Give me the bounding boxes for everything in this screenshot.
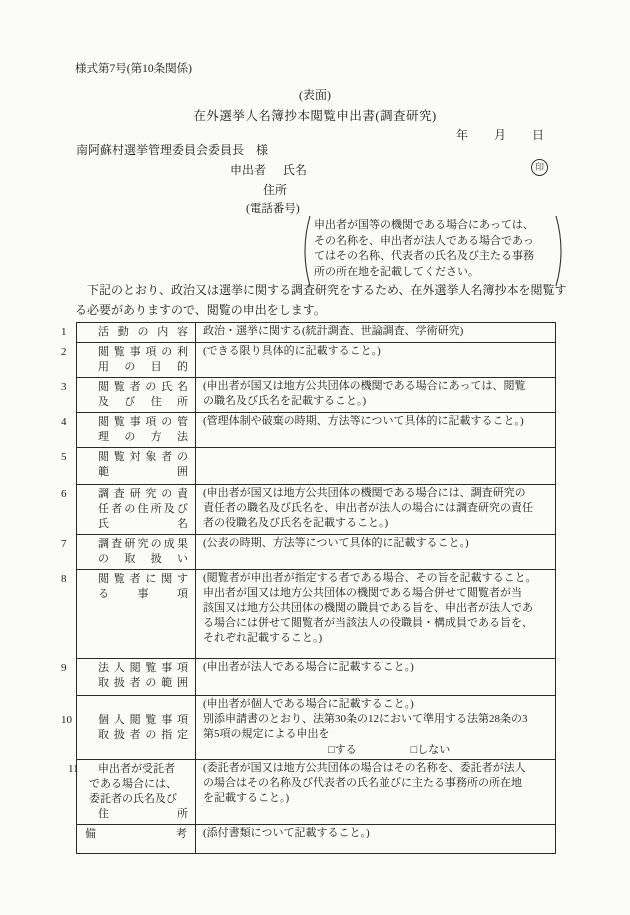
row-label-cell [61, 378, 196, 412]
row-label-line: 住 所 [98, 808, 188, 820]
row-content-line: (申出者が個人である場合に記載すること。) [203, 698, 414, 710]
row-number: 9 [61, 662, 67, 674]
intro-line: 下記のとおり、政治又は選挙に関する調査研究をするため、在外選挙人名簿抄本を閲覧す [75, 283, 567, 297]
note-line: 所の所在地を記載してください。 [314, 265, 479, 278]
row-label-line: 閲 覧 者 の 氏 名 3 [61, 381, 188, 393]
row-number: 7 [61, 538, 67, 550]
row-content-cell [196, 323, 555, 342]
row-label-line: である場合には、 [89, 778, 177, 790]
row-label-cell [61, 535, 196, 569]
row-label-cell [61, 413, 196, 447]
row-content-line: 政治・選挙に関する(統計調査、世論調査、学術研究) [203, 325, 464, 337]
row-number: 3 [61, 381, 67, 393]
seal-mark-icon: 印 [531, 159, 548, 176]
row-content-line: 別添申請書のとおり、法第30条の12において準用する法第28条の3 [203, 713, 528, 725]
row-number: 10 [61, 713, 72, 726]
intro-line: る必要がありますので、閲覧の申出をします。 [75, 303, 326, 317]
note-text [311, 214, 555, 288]
row-content-cell [196, 760, 555, 824]
row-content-line: を記載すること。) [203, 792, 290, 804]
date-line [456, 126, 544, 143]
checkbox-option-しない[interactable]: □しない [410, 744, 451, 756]
row-content-line: (委託者が国又は地方公共団体の場合はその名称を、委託者が法人 [203, 762, 526, 774]
table-row [61, 695, 555, 759]
row-label-line: 個 人 閲 覧 事 項 10 [61, 713, 188, 726]
name-field-label: 氏名 [283, 163, 308, 177]
row-label-cell [61, 659, 196, 695]
row-content-cell [196, 535, 555, 569]
form-number: 様式第7号(第10条関係) [75, 63, 192, 75]
note-paren-left-icon [299, 214, 311, 288]
row-label-line: 範 囲 [98, 466, 188, 478]
date-month-label: 月 [493, 128, 506, 142]
row-label-line: 委託者の氏名及び [89, 793, 177, 805]
row-label-line: 用 の 目 的 [98, 361, 188, 373]
row-content-line: 者の役職名及び氏名を記載すること。) [203, 517, 389, 529]
table-row [68, 759, 555, 824]
row-content-line: (できる限り具体的に記載すること。) [203, 345, 381, 357]
row-number: 8 [61, 573, 67, 585]
row-label-cell [61, 323, 196, 342]
row-label-line: 活 動 の 内 容 1 [61, 326, 188, 338]
front-side-label: (表面) [299, 88, 331, 102]
table-row [61, 342, 555, 377]
row-label-line: 取 扱 者 の 指 定 [98, 728, 188, 741]
date-day-label: 日 [531, 128, 544, 142]
row-number: 1 [61, 326, 67, 338]
table-row [61, 323, 555, 342]
row-content-cell [196, 696, 555, 759]
row-content-line: それぞれ記載すること。) [203, 632, 323, 644]
row-content-line: (添付書類について記載すること。) [203, 827, 370, 839]
row-label-cell [61, 570, 196, 658]
row-content-line: る場合には併せて閲覧者が当該法人の役職員・構成員である旨を、 [203, 617, 533, 629]
table-row [61, 377, 555, 412]
table-row [61, 447, 555, 484]
note-paren-right-icon [555, 214, 567, 288]
table-row [61, 484, 555, 534]
row-label-line: の 取 扱 い [98, 553, 188, 565]
applicant-note [299, 214, 567, 288]
date-year-label: 年 [455, 128, 468, 142]
row-label-cell [61, 696, 196, 759]
note-line: てはその名称、代表者の氏名及び主たる事務 [314, 250, 534, 262]
row-content-line: (公表の時期、方法等について具体的に記載すること。) [203, 537, 469, 549]
row-content-line: 責任者の職名及び氏名を、申出者が法人の場合には調査研究の責任 [203, 502, 533, 514]
row-content-cell [196, 448, 555, 484]
row-label-line: 及 び 住 所 [98, 396, 188, 408]
row-content-line: (申出者が国又は地方公共団体の機関である場合にあっては、閲覧 [203, 380, 526, 392]
row-content-cell [196, 413, 555, 447]
row-content-cell [196, 570, 555, 658]
row-label-line: 理 の 方 法 [98, 431, 188, 443]
addressee-line: 南阿蘇村選挙管理委員会委員長 様 [76, 143, 269, 157]
address-field-label: 住所 [263, 183, 288, 197]
row-number: 5 [61, 451, 67, 463]
row-label-line: 任 者 の 住 所 及 び [98, 503, 188, 515]
table-row [61, 658, 555, 695]
row-content-cell [196, 343, 555, 377]
row-number: 6 [61, 488, 67, 500]
row-number: 2 [61, 346, 67, 358]
row-label-cell [68, 760, 196, 824]
row-content-line: 該国又は地方公共団体の機関の職員である旨を、申出者が法人であ [203, 602, 533, 614]
row-label-line: 調 査 研 究 の 成 果 7 [61, 538, 188, 550]
table-row [77, 824, 555, 853]
checkbox-option-する[interactable]: □する [328, 744, 357, 756]
page-title: 在外選挙人名簿抄本閲覧申出書(調査研究) [193, 109, 437, 123]
row-label-line: 閲 覧 対 象 者 の 5 [61, 451, 188, 463]
intro-paragraph [75, 280, 575, 320]
row-number: 11 [68, 763, 79, 775]
row-label-line: 備 考 [85, 828, 187, 840]
table-row [61, 569, 555, 658]
row-label-line: 取 扱 者 の 範 囲 [98, 677, 188, 689]
row-content-line: 第5項の規定による申出を [203, 728, 330, 740]
applicant-label: 申出者 [230, 163, 267, 177]
row-label-line: 閲 覧 者 に 関 す 8 [61, 573, 188, 585]
phone-field-label: (電話番号) [246, 203, 300, 215]
form-table [61, 322, 556, 854]
row-label-line: 法 人 閲 覧 事 項 9 [61, 662, 188, 674]
row-content-line: の職名及び氏名を記載すること。) [203, 395, 367, 407]
row-label-line: 閲 覧 事 項 の 利 2 [61, 346, 188, 358]
table-row [61, 412, 555, 447]
row-label-line: る 事 項 [98, 588, 188, 600]
row-label-cell [61, 343, 196, 377]
row-content-cell [196, 378, 555, 412]
row-label-line: 調 査 研 究 の 責 6 [61, 488, 188, 500]
row-content-line: (管理体制や破棄の時期、方法等について具体的に記載すること。) [203, 415, 524, 427]
row-label-cell [61, 448, 196, 484]
row-label-line: 申出者が受託者 11 [68, 763, 175, 775]
row-label-line: 氏 名 [98, 518, 188, 530]
checkbox-line [203, 742, 551, 758]
row-content-line: (申出者が法人である場合に記載すること。) [203, 661, 414, 673]
row-content-line: 申出者が国又は地方公共団体の機関である場合併せて閲覧者が当 [203, 587, 522, 599]
row-content-cell [196, 485, 555, 534]
row-content-line: (閲覧者が申出者が指定する者である場合、その旨を記載すること。 [203, 572, 537, 584]
row-label-cell [61, 485, 196, 534]
row-number: 4 [61, 416, 67, 428]
note-line: 申出者が国等の機関である場合にあっては、 [314, 219, 534, 231]
row-content-cell [196, 825, 555, 853]
row-label-line: 閲 覧 事 項 の 管 4 [61, 416, 188, 428]
row-content-cell [196, 659, 555, 695]
row-content-line: (申出者が国又は地方公共団体の機関である場合には、調査研究の [203, 487, 526, 499]
row-label-cell [77, 825, 196, 853]
row-content-line: の場合はその名称及び代表者の氏名並びに主たる事務所の所在地 [203, 777, 522, 789]
table-row [61, 534, 555, 569]
note-line: その名称を、申出者が法人である場合であっ [314, 234, 534, 247]
